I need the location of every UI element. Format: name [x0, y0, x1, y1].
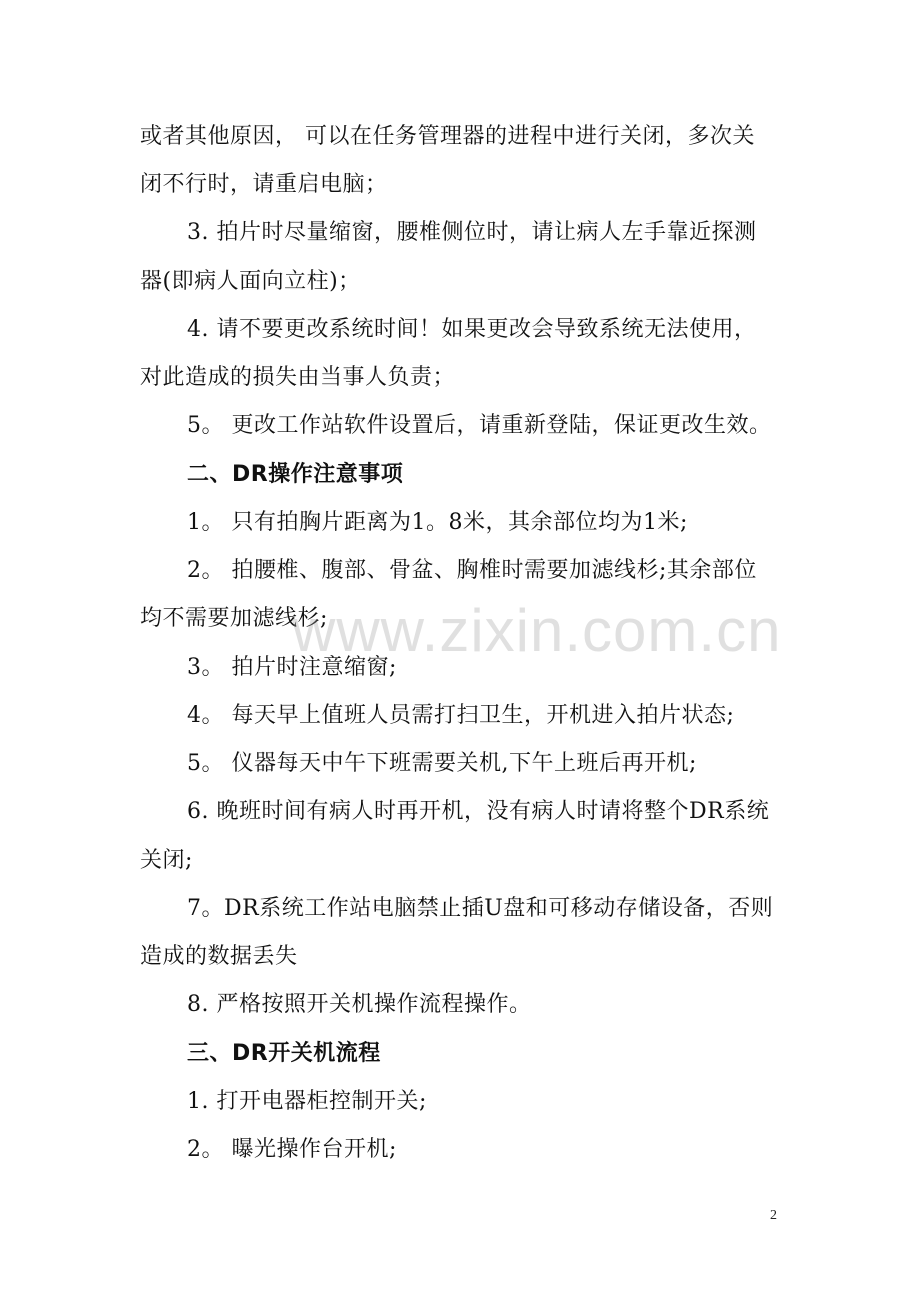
page-number: 2 — [770, 1208, 777, 1223]
paragraph-line: 均不需要加滤线杉; — [140, 606, 328, 631]
list-item-1: 1. 打开电器柜控制开关; — [187, 1089, 427, 1114]
list-item-2: 2。 拍腰椎、腹部、骨盆、胸椎时需要加滤线杉;其余部位 — [187, 558, 757, 583]
list-item-8: 8. 严格按照开关机操作流程操作。 — [187, 992, 532, 1017]
section-heading-2: 二、DR操作注意事项 — [187, 462, 404, 487]
list-item-5: 5。 仪器每天中午下班需要关机,下午上班后再开机; — [187, 751, 697, 776]
paragraph-line: 造成的数据丢失 — [140, 944, 298, 969]
list-item-3: 3。 拍片时注意缩窗; — [187, 655, 397, 680]
paragraph-line: 关闭; — [140, 848, 193, 873]
paragraph-line: 或者其他原因， 可以在任务管理器的进程中进行关闭，多次关 — [140, 124, 755, 149]
list-item-5: 5。 更改工作站软件设置后，请重新登陆，保证更改生效。 — [187, 413, 772, 438]
list-item-1: 1。 只有拍胸片距离为1。8米，其余部位均为1米; — [187, 510, 688, 535]
section-heading-3: 三、DR开关机流程 — [187, 1041, 381, 1066]
list-item-2: 2。 曝光操作台开机; — [187, 1137, 397, 1162]
paragraph-line: 闭不行时，请重启电脑； — [140, 172, 388, 197]
list-item-4: 4。 每天早上值班人员需打扫卫生，开机进入拍片状态; — [187, 703, 735, 728]
list-item-4: 4. 请不要更改系统时间！如果更改会导致系统无法使用， — [187, 317, 757, 342]
paragraph-line: 器(即病人面向立柱)； — [140, 269, 361, 294]
list-item-7: 7。DR系统工作站电脑禁止插U盘和可移动存储设备，否则 — [187, 896, 774, 921]
paragraph-line: 对此造成的损失由当事人负责； — [140, 365, 456, 390]
watermark: www.zixin.com.cn — [292, 597, 782, 664]
list-item-3: 3. 拍片时尽量缩窗，腰椎侧位时，请让病人左手靠近探测 — [187, 220, 757, 245]
list-item-6: 6. 晚班时间有病人时再开机，没有病人时请将整个DR系统 — [187, 799, 770, 824]
